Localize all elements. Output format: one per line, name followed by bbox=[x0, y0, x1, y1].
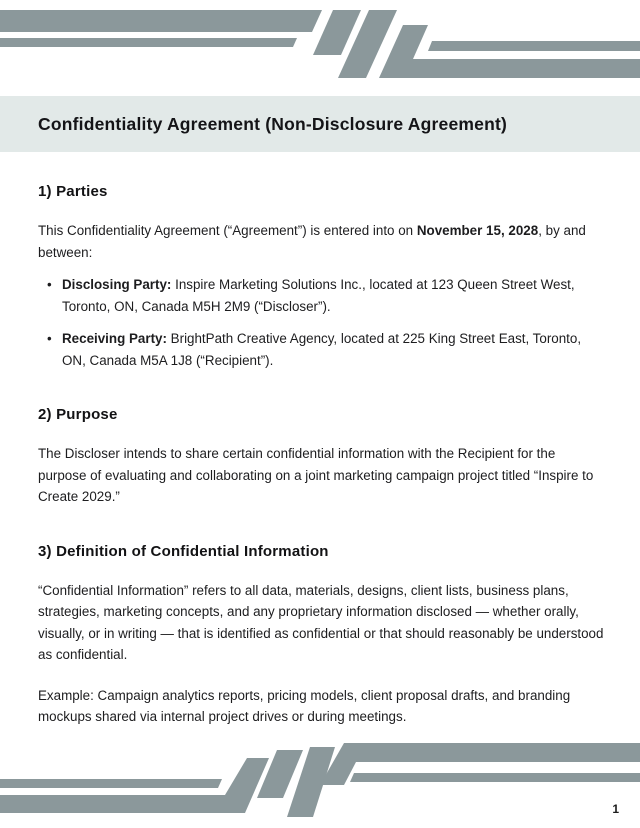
title-band bbox=[0, 96, 640, 152]
list-item-disclosing-party bbox=[38, 274, 604, 317]
section-heading-definition: 3) Definition of Confidential Information bbox=[38, 542, 329, 560]
section-purpose bbox=[38, 405, 604, 508]
definition-example-paragraph: Example: Campaign analytics reports, pricing models, client proposal drafts, and branding mockups shared via internal project drives or during meetings. bbox=[38, 687, 571, 724]
parties-intro-paragraph bbox=[38, 220, 604, 263]
list-item-receiving-party bbox=[38, 328, 604, 371]
party-text: Inspire Marketing Solutions Inc., located at 123 Queen Street West, Toronto, ON, Canada M5H 2M9 (“Discloser”). bbox=[62, 277, 575, 314]
effective-date: November 15, 2028 bbox=[416, 223, 539, 238]
section-heading-purpose: 2) Purpose bbox=[38, 406, 118, 423]
document-title: Confidentiality Agreement (Non-Disclosure Agreement) bbox=[38, 114, 508, 134]
document-body bbox=[38, 152, 604, 728]
top-stripes-decoration bbox=[0, 0, 640, 95]
page-number: 1 bbox=[612, 802, 619, 816]
bottom-stripes-decoration bbox=[0, 733, 640, 828]
section-parties bbox=[38, 182, 604, 371]
party-text: BrightPath Creative Agency, located at 225 King Street East, Toronto, ON, Canada M5A 1J8 (“Recipient”). bbox=[62, 331, 582, 368]
parties-list bbox=[38, 274, 604, 371]
definition-paragraph: “Confidential Information” refers to all data, materials, designs, client lists, business plans, strategies, marketing concepts, and any proprietary information disclosed — whether orally, visually, or in writing — that is identified as confidential or that should reasonably be understood as confidential. bbox=[38, 582, 604, 662]
purpose-paragraph: The Discloser intends to share certain confidential information with the Recipient for the purpose of evaluating and collaborating on a joint marketing campaign project titled “Inspire to Create 2029.” bbox=[38, 446, 594, 504]
party-label: Receiving Party: bbox=[62, 331, 167, 346]
section-definition bbox=[38, 542, 604, 728]
section-heading-parties: 1) Parties bbox=[38, 183, 108, 200]
intro-suffix: , by and between: bbox=[38, 223, 586, 260]
intro-prefix: This Confidentiality Agreement (“Agreement”) is entered into on bbox=[38, 223, 417, 238]
party-label: Disclosing Party: bbox=[62, 277, 172, 292]
